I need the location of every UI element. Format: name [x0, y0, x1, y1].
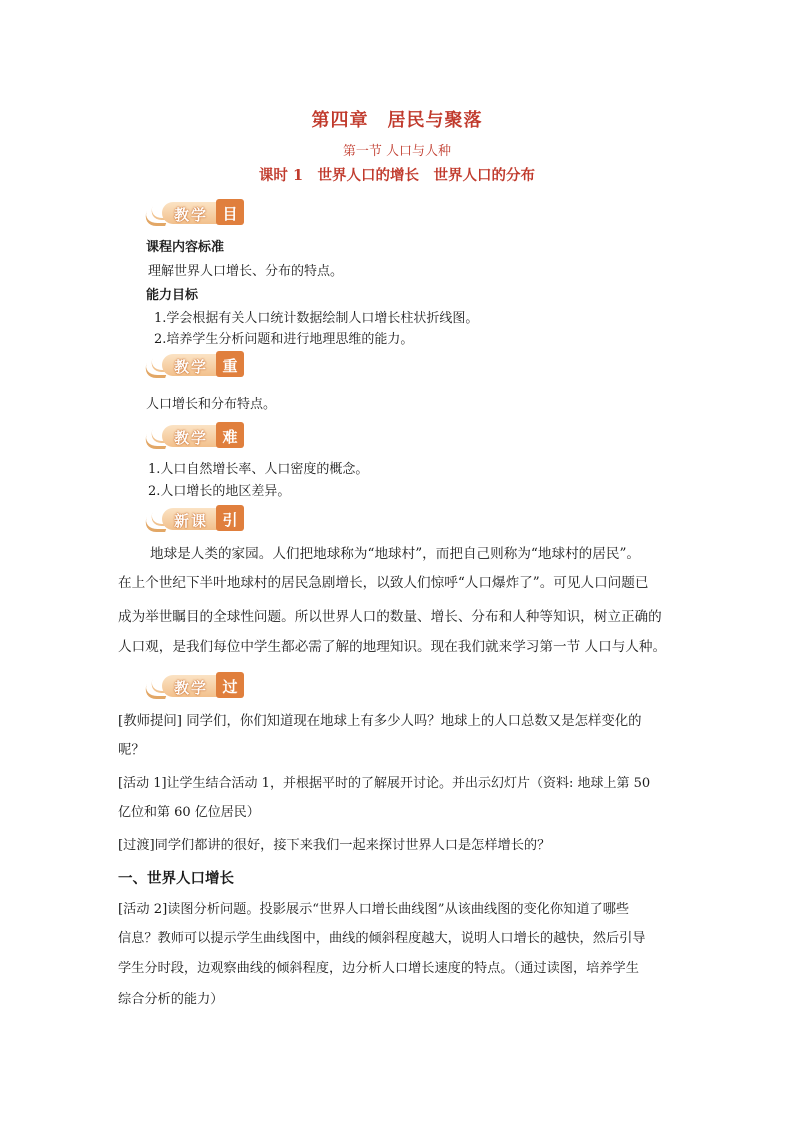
- tag-label-a: 教学: [173, 429, 208, 447]
- tag-label-a: 教学: [173, 679, 208, 697]
- ability-item: 2.培养学生分析问题和进行地理思维的能力。: [154, 332, 414, 347]
- section-heading-population-growth: 一、世界人口增长: [118, 870, 234, 887]
- transition-text: [过渡]同学们都讲的很好，接下来我们一起来探讨世界人口是怎样增长的？: [118, 838, 551, 853]
- tag-label-b: 过程: [222, 678, 238, 717]
- tag-label-b: 难点: [222, 428, 238, 467]
- standard-text: 理解世界人口增长、分布的特点。: [148, 264, 344, 279]
- introduction-line: 人口观，是我们每位中学生都必需了解的地理知识。现在我们就来学习第一节 人口与人种。: [118, 639, 667, 655]
- section-title: 第一节 人口与人种: [342, 144, 452, 159]
- chapter-title: 第四章 居民与聚落: [311, 110, 483, 131]
- introduction-line: 在上个世纪下半叶地球村的居民急剧增长，以致人们惊呼“人口爆炸了”。可见人口问题已: [118, 575, 649, 591]
- teacher-question-line: 呢？: [118, 743, 145, 758]
- tag-label-a: 新课: [173, 512, 208, 530]
- activity2-line: 信息？教师可以提示学生曲线图中，曲线的倾斜程度越大，说明人口增长的越快，然后引导: [118, 931, 646, 946]
- tag-label-b: 重点: [222, 357, 238, 396]
- difficulties-tag: [144, 422, 248, 467]
- tag-label-a: 教学: [173, 206, 208, 224]
- ability-item: 1.学会根据有关人口统计数据绘制人口增长柱状折线图。: [154, 311, 479, 326]
- activity1-line: 亿位和第 60 亿位居民）: [118, 805, 260, 820]
- difficulty-item: 1.人口自然增长率、人口密度的概念。: [148, 462, 369, 477]
- activity2-line: 学生分时段，边观察曲线的倾斜程度，边分析人口增长速度的特点。（通过读图，培养学生: [118, 961, 639, 976]
- key-points-text: 人口增长和分布特点。: [146, 397, 277, 412]
- activity2-line: [活动 2]读图分析问题。投影展示“世界人口增长曲线图”从该曲线图的变化你知道了哪些: [118, 902, 630, 917]
- teacher-question-line: [教师提问] 同学们，你们知道现在地球上有多少人吗？地球上的人口总数又是怎样变化的: [118, 714, 642, 729]
- tag-label-a: 教学: [173, 358, 208, 376]
- key-points-tag: [144, 351, 248, 396]
- activity2-line: 综合分析的能力）: [118, 992, 224, 1007]
- introduction-tag: [144, 505, 248, 550]
- objectives-tag: [144, 199, 248, 244]
- tag-label-b: 引入: [222, 511, 238, 550]
- standard-heading: 课程内容标准: [146, 240, 225, 255]
- process-tag: [144, 672, 248, 717]
- introduction-line: 成为举世瞩目的全球性问题。所以世界人口的数量、增长、分布和人种等知识，树立正确的: [118, 609, 662, 625]
- tag-label-b: 目标: [222, 205, 238, 244]
- lesson-title: 课时 1 世界人口的增长 世界人口的分布: [258, 167, 536, 184]
- difficulty-item: 2.人口增长的地区差异。: [148, 484, 291, 499]
- ability-heading: 能力目标: [146, 288, 199, 303]
- introduction-line: 地球是人类的家园。人们把地球称为“地球村”，而把自己则称为“地球村的居民”。: [150, 546, 640, 562]
- activity1-line: [活动 1]让学生结合活动 1，并根据平时的了解展开讨论。并出示幻灯片（资料: 地球上第 50: [118, 776, 651, 791]
